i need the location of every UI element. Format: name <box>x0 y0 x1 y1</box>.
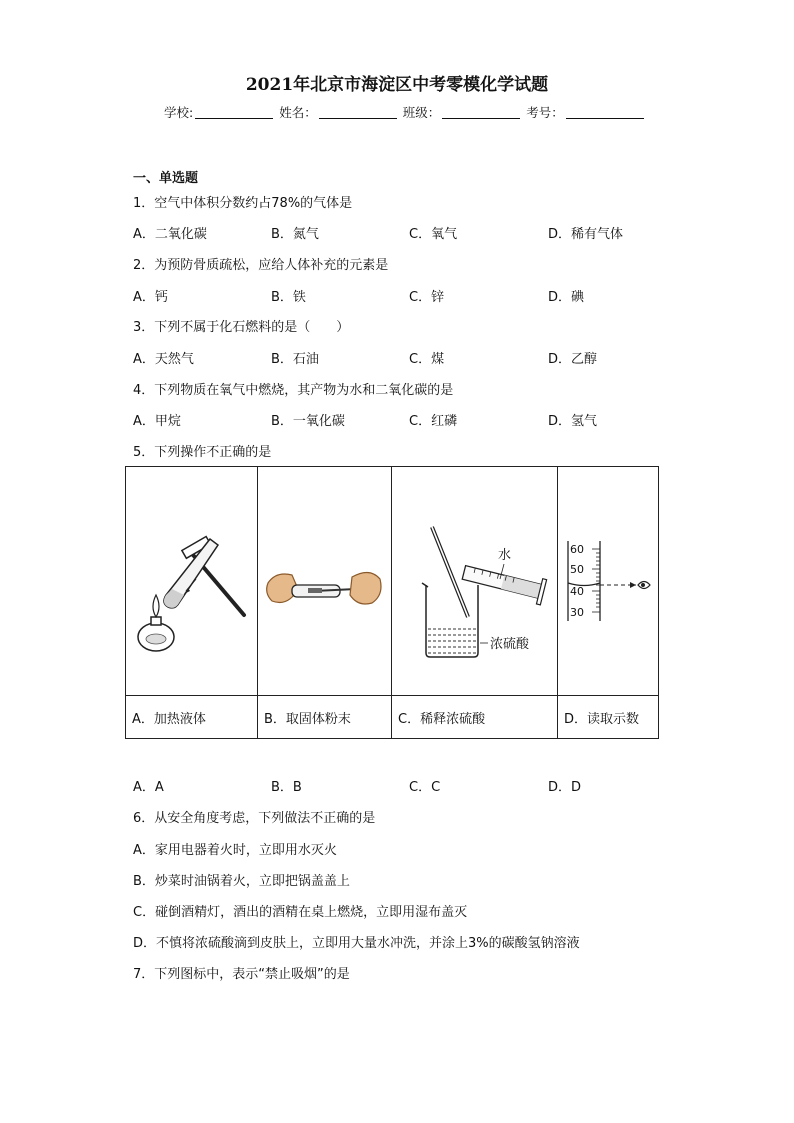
figure-a-cell <box>126 467 258 696</box>
caption-a: A．加热液体 <box>126 696 258 739</box>
name-label: 姓名： <box>279 105 317 120</box>
question-4-options <box>133 410 693 428</box>
q2-option-c[interactable]: C．锌 <box>409 290 445 305</box>
diluting-sulfuric-acid-illustration <box>392 467 557 695</box>
q3-option-b[interactable]: B．石油 <box>271 352 319 367</box>
q6-option-c[interactable]: C．碰倒酒精灯，酒出的酒精在桌上燃烧，立即用湿布盖灭 <box>133 905 468 920</box>
q1-option-b[interactable]: B．氮气 <box>271 227 319 242</box>
taking-powder-illustration <box>258 467 391 695</box>
school-label: 学校: <box>164 105 194 120</box>
q4-option-b[interactable]: B．一氧化碳 <box>271 414 345 429</box>
page-title: 2021年北京市海淀区中考零模化学试题 <box>245 75 549 95</box>
q3-option-d[interactable]: D．乙醇 <box>548 352 598 367</box>
q3-option-c[interactable]: C．煤 <box>409 352 445 367</box>
caption-c: C．稀释浓硫酸 <box>392 696 558 739</box>
tick-label-50: 50 <box>570 563 584 576</box>
q1-option-c[interactable]: C．氧气 <box>409 227 458 242</box>
tick-label-40: 40 <box>570 585 584 598</box>
q5-option-a[interactable]: A．A <box>133 780 164 795</box>
acid-label: 浓硫酸 <box>490 637 530 652</box>
question-4-stem: 4．下列物质在氧气中燃烧，其产物为水和二氧化碳的是 <box>133 383 454 398</box>
q1-option-a[interactable]: A．二氧化碳 <box>133 227 207 242</box>
water-label: 水 <box>498 548 512 563</box>
question-3-stem: 3．下列不属于化石燃料的是（ ） <box>133 320 350 335</box>
reading-cylinder-illustration <box>558 467 658 695</box>
q2-option-d[interactable]: D．碘 <box>548 290 585 305</box>
eye-icon <box>638 582 650 589</box>
q5-option-c[interactable]: C．C <box>409 780 441 795</box>
figure-b-cell <box>258 467 392 696</box>
q5-option-b[interactable]: B．B <box>271 780 302 795</box>
student-info-line <box>164 103 646 121</box>
question-1-options <box>133 223 693 241</box>
q6-option-b[interactable]: B．炒菜时油锅着火，立即把锅盖盖上 <box>133 874 350 889</box>
class-label: 班级： <box>402 105 441 120</box>
heating-liquid-illustration <box>126 467 257 695</box>
section-heading: 一、单选题 <box>133 171 199 186</box>
question-2-stem: 2．为预防骨质疏松，应给人体补充的元素是 <box>133 258 389 273</box>
class-blank[interactable] <box>442 106 520 119</box>
q4-option-a[interactable]: A．甲烷 <box>133 414 181 429</box>
question-3-options <box>133 348 693 366</box>
operations-figure-table <box>125 466 659 739</box>
question-1-stem: 1．空气中体积分数约占78%的气体是 <box>133 196 353 211</box>
q5-option-d[interactable]: D．D <box>548 780 582 795</box>
q4-option-d[interactable]: D．氢气 <box>548 414 598 429</box>
figure-d-cell <box>558 467 659 696</box>
q6-option-d[interactable]: D．不慎将浓硫酸滴到皮肤上，立即用大量水冲洗，并涂上3%的碳酸氢钠溶液 <box>133 936 580 951</box>
tick-label-30: 30 <box>570 606 584 619</box>
question-7-stem: 7．下列图标中，表示“禁止吸烟”的是 <box>133 967 350 982</box>
q4-option-c[interactable]: C．红磷 <box>409 414 458 429</box>
name-blank[interactable] <box>319 106 397 119</box>
figure-c-cell <box>392 467 558 696</box>
q2-option-b[interactable]: B．铁 <box>271 290 306 305</box>
question-5-options <box>133 776 693 794</box>
question-2-options <box>133 286 693 304</box>
caption-d: D．读取示数 <box>558 696 659 739</box>
caption-b: B．取固体粉末 <box>258 696 392 739</box>
tick-label-60: 60 <box>570 543 584 556</box>
question-5-stem: 5．下列操作不正确的是 <box>133 445 272 460</box>
school-blank[interactable] <box>195 106 273 119</box>
q3-option-a[interactable]: A．天然气 <box>133 352 194 367</box>
q1-option-d[interactable]: D．稀有气体 <box>548 227 624 242</box>
q2-option-a[interactable]: A．钙 <box>133 290 168 305</box>
question-6-stem: 6．从安全角度考虑，下列做法不正确的是 <box>133 811 376 826</box>
exam-no-label: 考号： <box>526 105 564 120</box>
exam-no-blank[interactable] <box>566 106 644 119</box>
q6-option-a[interactable]: A．家用电器着火时，立即用水灭火 <box>133 843 337 858</box>
